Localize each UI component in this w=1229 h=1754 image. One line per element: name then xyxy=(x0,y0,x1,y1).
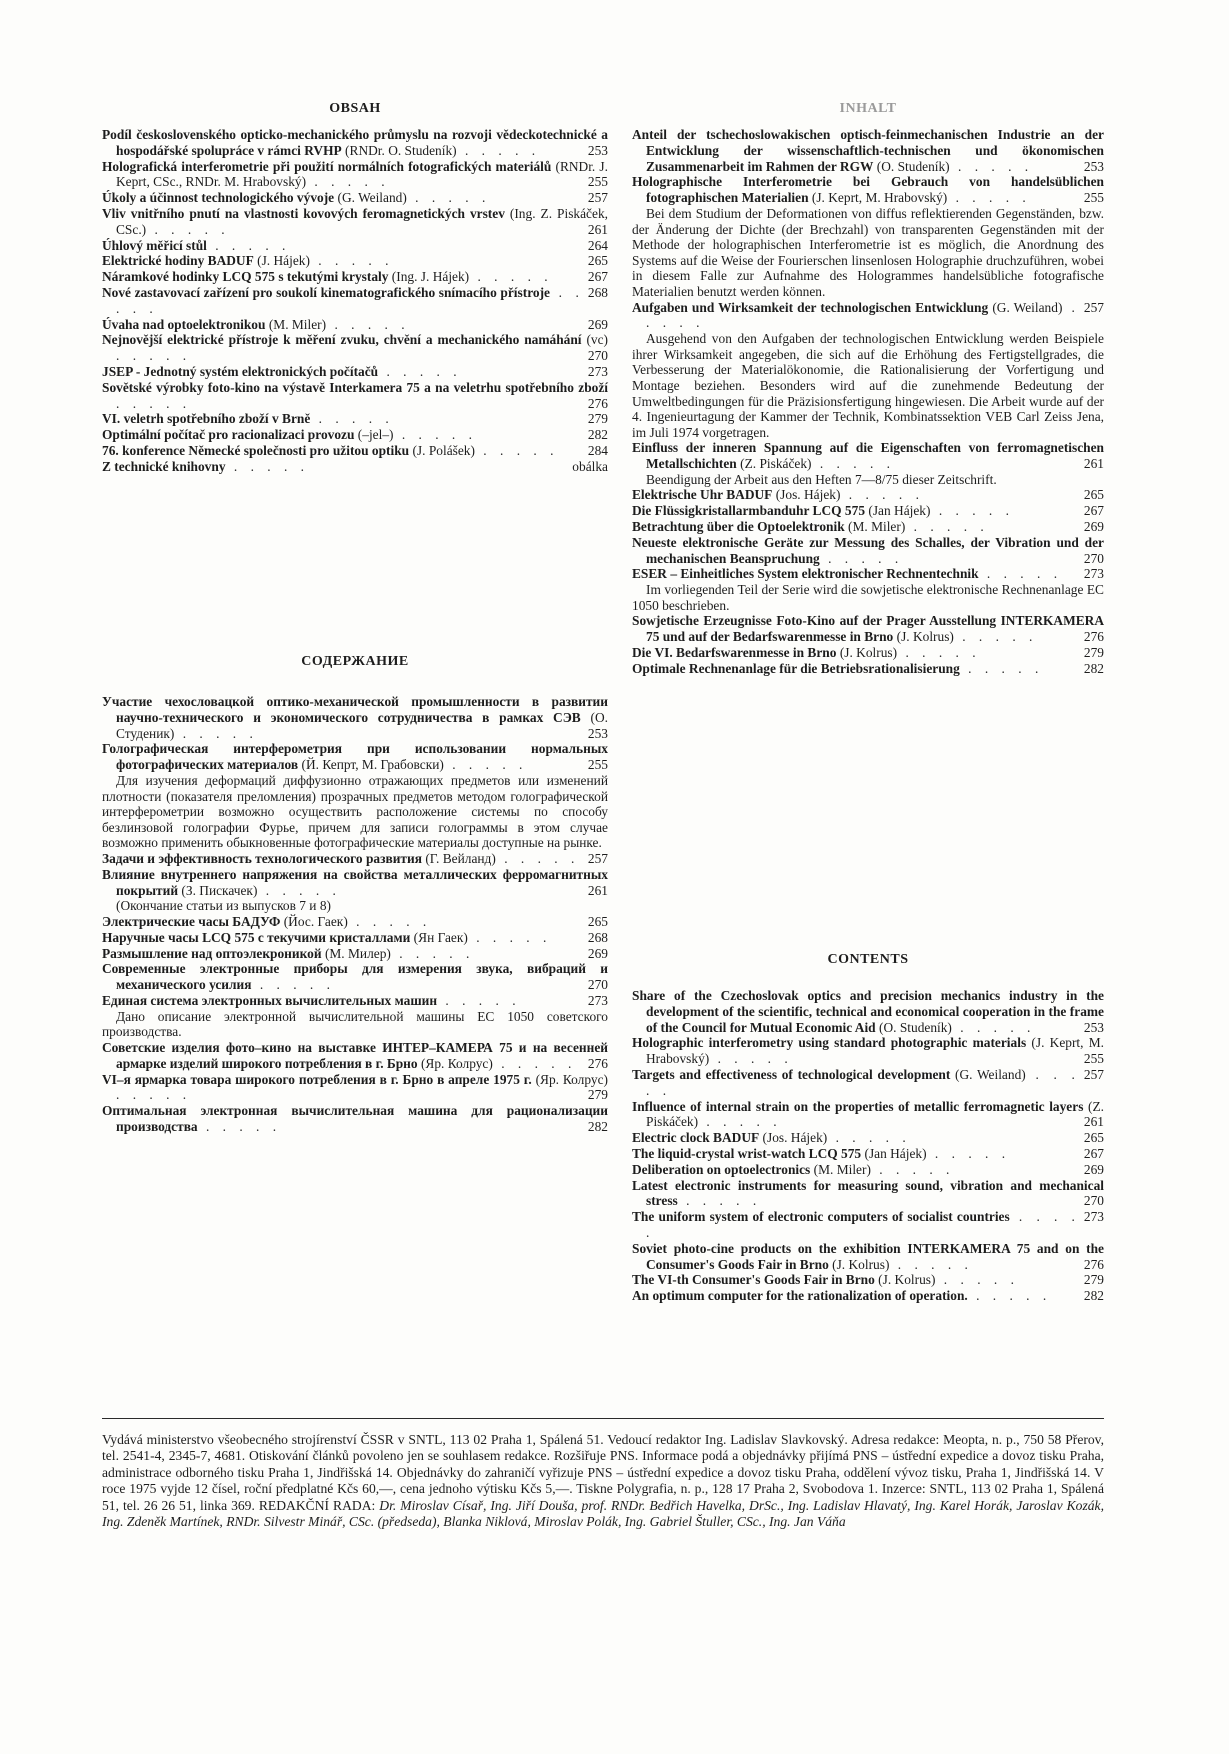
toc-entry-page: 261 xyxy=(1083,1114,1104,1130)
toc-entry-title: Наручные часы LCQ 575 с текучими кристаллами xyxy=(102,929,411,945)
toc-entry-title: Vliv vnitřního pnutí na vlastnosti kovových feromagnetických vrstev xyxy=(102,205,505,221)
toc-entry-page: 267 xyxy=(587,269,608,285)
toc-entry-page: 269 xyxy=(587,316,608,332)
toc-entry xyxy=(632,300,1104,332)
toc-entry-title: Голографическая интерферометрия при использовании нормальных фотографических материалов xyxy=(102,741,608,773)
toc-leader-dots: . . . . . xyxy=(116,1087,192,1103)
toc-entry-page: 255 xyxy=(1083,1051,1104,1067)
toc-entry xyxy=(102,867,608,899)
toc-leader-dots: . . . . . xyxy=(811,456,895,472)
toc-entry xyxy=(102,443,608,459)
toc-entry-page: 276 xyxy=(587,395,608,411)
inhalt-list xyxy=(632,127,1104,677)
toc-entry-page: 265 xyxy=(1083,1130,1104,1146)
toc-entry-title: The VI-th Consumer's Goods Fair in Brno xyxy=(632,1272,875,1288)
toc-entry-page: 265 xyxy=(1083,487,1104,503)
contents-list xyxy=(632,988,1104,1304)
toc-entry-page: 257 xyxy=(1083,1066,1104,1082)
toc-entry-page: 276 xyxy=(1083,629,1104,645)
toc-entry-author: (M. Miler) xyxy=(848,519,906,535)
toc-entry-author: (Ян Гаек) xyxy=(413,929,468,945)
toc-entry-page: 257 xyxy=(587,850,608,866)
toc-entry-abstract: Для изучения деформаций диффузионно отражающих предметов или изменений плотности (показателя преломления) прозрачных предметов методом голографической интерферометрии возможно осуществить расположение системы по способу безлинзовой голографии Фурье, причем для записи голограммы в этом случае возможно применить обыкновенные фотографические материалы доступные на рынке. xyxy=(102,772,608,851)
obsah-title: OBSAH xyxy=(329,101,381,116)
toc-leader-dots: . . . . . xyxy=(443,757,528,773)
toc-entry xyxy=(102,206,608,238)
toc-entry-page: 255 xyxy=(587,174,608,190)
toc-entry-abstract: Im vorliegenden Teil der Serie wird die sowjetische elektronische Rechnenanlage EC 1050 beschrieben. xyxy=(632,582,1104,613)
toc-leader-dots: . . . . . xyxy=(905,519,989,535)
toc-entry-author: (Йос. Гаек) xyxy=(283,913,348,929)
toc-entry-author: (M. Miler) xyxy=(268,316,327,332)
toc-entry-page: 255 xyxy=(587,757,608,773)
toc-leader-dots: . . . . . xyxy=(889,1256,973,1272)
toc-entry xyxy=(102,127,608,159)
toc-entry xyxy=(632,1067,1104,1099)
toc-entry xyxy=(102,459,608,475)
contents-title: CONTENTS xyxy=(827,952,909,967)
toc-entry xyxy=(632,1241,1104,1273)
toc-entry-author: (RNDr. O. Studeník) xyxy=(345,142,457,158)
toc-entry-page: 273 xyxy=(587,363,608,379)
toc-leader-dots: . . . . . xyxy=(709,1051,793,1067)
toc-leader-dots: . . . . . xyxy=(116,395,192,411)
toc-entry-title: Holografická interferometrie při použití normálních fotografických materiálů xyxy=(102,158,552,174)
toc-entry xyxy=(632,566,1104,582)
footer-divider xyxy=(102,1418,1104,1419)
toc-entry-page: obálka xyxy=(572,458,608,474)
toc-entry xyxy=(102,1103,608,1135)
toc-leader-dots: . . . . . xyxy=(646,1066,1080,1098)
toc-entry xyxy=(102,1072,608,1104)
toc-entry-author: (Jan Hájek) xyxy=(868,503,931,519)
toc-entry-author: (G. Weiland) xyxy=(337,190,407,206)
toc-leader-dots: . . . . . xyxy=(116,348,192,364)
toc-entry-page: 268 xyxy=(587,929,608,945)
toc-entry xyxy=(632,1178,1104,1210)
toc-entry-title: Neueste elektronische Geräte zur Messung des Schalles, der Vibration und der mechanischen Beanspruchung xyxy=(632,534,1104,566)
toc-entry-page: 276 xyxy=(1083,1256,1104,1272)
toc-leader-dots: . . . . . xyxy=(456,142,541,158)
toc-entry-author: (J. Keprt, M. Hrabovský) xyxy=(646,1035,1104,1067)
toc-entry-title: Размышление над оптоэлекроникой xyxy=(102,945,322,961)
toc-entry xyxy=(102,427,608,443)
toc-entry xyxy=(102,1040,608,1072)
toc-leader-dots: . . . . . xyxy=(935,1272,1019,1288)
toc-leader-dots: . . . . . xyxy=(677,1193,762,1209)
toc-entry-abstract: Дано описание электронной вычислительной машины ЕС 1050 советского производства. xyxy=(102,1008,608,1040)
toc-entry xyxy=(632,1035,1104,1067)
toc-entry-page: 279 xyxy=(587,411,608,427)
toc-entry xyxy=(632,1209,1104,1241)
toc-leader-dots: . . . . . xyxy=(967,1288,1052,1304)
toc-entry-title: Современные электронные приборы для измерения звука, вибраций и механического усилия xyxy=(102,961,608,993)
toc-leader-dots: . . . . . xyxy=(146,221,230,237)
toc-entry xyxy=(102,253,608,269)
toc-entry xyxy=(632,535,1104,567)
toc-entry-page: 261 xyxy=(1083,456,1104,472)
soderzhanie-list xyxy=(102,694,608,1135)
toc-entry xyxy=(632,127,1104,174)
toc-entry xyxy=(632,1162,1104,1178)
toc-entry xyxy=(102,930,608,946)
toc-entry xyxy=(102,380,608,412)
toc-entry-author: (Jan Hájek) xyxy=(864,1145,927,1161)
toc-entry-title: Советские изделия фото–кино на выставке ИНТЕР–КАМЕРА 75 и на весенней армарке изделий широкого потребления в г. Брно xyxy=(102,1039,608,1071)
toc-leader-dots: . . . . . xyxy=(306,174,390,190)
toc-entry-author: (Jos. Hájek) xyxy=(775,487,841,503)
toc-entry-author: (J. Kolrus) xyxy=(839,645,898,661)
toc-entry-title: Holographische Interferometrie bei Gebrauch von handelsüblichen fotographischen Materialien xyxy=(632,174,1104,206)
toc-entry-abstract: Ausgehend von den Aufgaben der technologischen Entwicklung werden Beispiele ihrer Wirksamkeit angegeben, die sich auf die Erhöhung des Fertigstellgrades, die Verbesserung der Materialökonomie, die Rationalisierung der Vorfertigung und Montage beziehen. Besonders wird auf die zunehmende Bedeutung der Umweltbedingungen für die Präzisionsfertigung hingewiesen. Die Arbeit wurde auf der 4. Ingenieurtagung der Kammer der Technik, Kombinatssektion VEB Carl Zeiss Jena, im Juli 1974 vorgetragen. xyxy=(632,331,1104,440)
toc-entry-author: (J. Kolrus) xyxy=(832,1256,890,1272)
toc-entry xyxy=(102,946,608,962)
toc-entry xyxy=(102,332,608,364)
toc-entry-title: Influence of internal strain on the properties of metallic ferromagnetic layers xyxy=(632,1098,1084,1114)
toc-entry-title: Elektrické hodiny BADUF xyxy=(102,253,254,269)
soderzhanie-title: СОДЕРЖАНИЕ xyxy=(301,654,409,669)
toc-entry-abstract: Bei dem Studium der Deformationen von diffus reflektierenden Gegenständen, bzw. der Änderung der Dichte (der Brechzahl) von transparenten Gegenständen mit der Methode der holographischen Interferometrie ist es möglich, die Anordnung des Systems auf die Weise der Fourierschen linsenlosen Holographie druchzuführen, wobei in diesem Falle zur Aufnahme des Hologrammes handelsübliche fotografische Materialien benutzt werden können. xyxy=(632,205,1104,299)
toc-entry-page: 273 xyxy=(1083,1209,1104,1225)
toc-leader-dots: . . . . . xyxy=(870,1161,955,1177)
toc-entry-page: 257 xyxy=(587,190,608,206)
editorial-board-label: REDAKČNÍ RADA: xyxy=(258,1497,376,1513)
toc-leader-dots: . . . . . xyxy=(174,725,258,741)
toc-entry-author: (Jos. Hájek) xyxy=(762,1130,828,1146)
toc-entry-title: Optimální počítač pro racionalizaci provozu xyxy=(102,427,355,443)
toc-entry xyxy=(102,285,608,317)
toc-entry-title: JSEP - Jednotný systém elektronických počítačů xyxy=(102,363,379,379)
toc-entry-page: 282 xyxy=(1083,1288,1104,1304)
toc-leader-dots: . . . . . xyxy=(646,1209,1080,1240)
toc-entry-author: (Z. Piskáček) xyxy=(740,456,812,472)
toc-entry-title: The uniform system of electronic computers of socialist countries xyxy=(632,1209,1010,1225)
toc-entry-title: Влияние внутреннего напряжения на свойства металлических ферромагнитных покрытий xyxy=(102,866,608,898)
imprint xyxy=(102,1432,1104,1530)
toc-entry-title: Die VI. Bedarfswarenmesse in Brno xyxy=(632,645,837,661)
toc-entry-page: 279 xyxy=(1083,645,1104,661)
toc-leader-dots: . . . . . xyxy=(347,913,432,929)
toc-entry xyxy=(102,851,608,867)
toc-entry-page: 282 xyxy=(587,427,608,443)
toc-entry-author: (O. Studeník) xyxy=(876,158,950,174)
toc-entry-author: (J. Keprt, M. Hrabovský) xyxy=(811,190,948,206)
toc-entry-page: 270 xyxy=(587,977,608,993)
toc-entry-title: Задачи и эффективность технологического развития xyxy=(102,850,422,866)
toc-entry-page: 255 xyxy=(1083,190,1104,206)
toc-leader-dots: . . . . . xyxy=(116,284,584,316)
toc-entry-page: 268 xyxy=(587,284,608,300)
toc-entry-title: Z technické knihovny xyxy=(102,458,226,474)
toc-leader-dots: . . . . . xyxy=(646,299,1080,331)
toc-entry-page: 270 xyxy=(1083,550,1104,566)
toc-leader-dots: . . . . . xyxy=(257,882,341,898)
toc-entry-title: Holographic interferometry using standard photographic materials xyxy=(632,1035,1027,1051)
toc-entry-author: (G. Weiland) xyxy=(992,299,1063,315)
toc-entry-author: (M. Miler) xyxy=(813,1161,871,1177)
toc-entry-title: Nové zastavovací zařízení pro soukolí kinematografického snímacího přístroje xyxy=(102,284,550,300)
toc-entry-title: An optimum computer for the rationalization of operation. xyxy=(632,1288,968,1304)
toc-leader-dots: . . . . . xyxy=(949,158,1034,174)
toc-entry-title: Targets and effectiveness of technological development xyxy=(632,1066,951,1082)
toc-entry-author: (Г. Вейланд) xyxy=(425,850,496,866)
toc-entry xyxy=(102,317,608,333)
toc-entry-page: 270 xyxy=(587,348,608,364)
toc-entry-author: (J. Kolrus) xyxy=(896,629,954,645)
toc-entry-title: Sowjetische Erzeugnisse Foto-Kino auf der Prager Ausstellung INTERKAMERA 75 und auf der Bedarfswarenmesse in Brno xyxy=(632,613,1104,645)
toc-entry-page: 261 xyxy=(587,882,608,898)
toc-entry xyxy=(632,988,1104,1035)
toc-leader-dots: . . . . . xyxy=(953,629,1038,645)
toc-entry-author: (Яр. Колрус) xyxy=(420,1055,493,1071)
toc-leader-dots: . . . . . xyxy=(326,316,410,332)
toc-entry xyxy=(632,519,1104,535)
toc-entry xyxy=(102,914,608,930)
toc-entry-title: Optimale Rechnenanlage für die Betriebsrationalisierung xyxy=(632,660,960,676)
toc-leader-dots: . . . . . xyxy=(827,1130,911,1146)
toc-entry-author: (Ing. J. Hájek) xyxy=(391,269,470,285)
toc-leader-dots: . . . . . xyxy=(197,1118,282,1134)
toc-entry-author: (J. Kolrus) xyxy=(878,1272,936,1288)
toc-entry xyxy=(102,269,608,285)
toc-entry xyxy=(632,645,1104,661)
toc-entry xyxy=(102,961,608,993)
toc-entry-title: Náramkové hodinky LCQ 575 s tekutými krystaly xyxy=(102,269,389,285)
toc-entry xyxy=(632,1288,1104,1304)
toc-leader-dots: . . . . . xyxy=(951,1019,1036,1035)
toc-entry-page: 269 xyxy=(1083,1161,1104,1177)
toc-leader-dots: . . . . . xyxy=(819,550,904,566)
toc-entry-page: 284 xyxy=(587,442,608,458)
toc-leader-dots: . . . . . xyxy=(206,237,291,253)
toc-entry-page: 253 xyxy=(1083,158,1104,174)
toc-entry xyxy=(632,1272,1104,1288)
toc-entry xyxy=(632,1146,1104,1162)
toc-leader-dots: . . . . . xyxy=(469,269,553,285)
toc-entry-page: 257 xyxy=(1083,299,1104,315)
toc-entry xyxy=(102,364,608,380)
toc-entry-page: 261 xyxy=(587,221,608,237)
toc-entry-title: Anteil der tschechoslowakischen optisch-feinmechanischen Industrie an der Entwicklung der wissenschaftlich-technischen und ökonomischen Zusammenarbeit im Rahmen der RGW xyxy=(632,127,1104,174)
toc-entry xyxy=(632,613,1104,645)
toc-entry-author: (O. Studeník) xyxy=(879,1019,952,1035)
toc-leader-dots: . . . . . xyxy=(930,503,1014,519)
toc-leader-dots: . . . . . xyxy=(698,1114,782,1130)
toc-entry-author: (RNDr. J. Keprt, CSc., RNDr. M. Hrabovský) xyxy=(116,158,608,190)
toc-entry-page: 269 xyxy=(1083,519,1104,535)
toc-leader-dots: . . . . . xyxy=(467,929,552,945)
toc-entry-page: 282 xyxy=(1083,660,1104,676)
toc-leader-dots: . . . . . xyxy=(406,190,491,206)
toc-leader-dots: . . . . . xyxy=(492,1055,577,1071)
toc-entry-abstract: Beendigung der Arbeit aus den Heften 7—8/75 dieser Zeitschrift. xyxy=(646,471,997,487)
toc-entry-page: 267 xyxy=(1083,503,1104,519)
toc-entry-page: 267 xyxy=(1083,1145,1104,1161)
toc-entry-author: (J. Hájek) xyxy=(257,253,310,269)
toc-entry-page: 265 xyxy=(587,913,608,929)
toc-entry-author: (Яр. Колрус) xyxy=(535,1071,608,1087)
toc-entry-author: (З. Пискачек) xyxy=(181,882,258,898)
toc-entry-title: VI. veletrh spotřebního zboží v Brně xyxy=(102,411,311,427)
toc-leader-dots: . . . . . xyxy=(897,645,981,661)
toc-entry-page: 276 xyxy=(587,1055,608,1071)
imprint-text: Vydává ministerstvo všeobecného strojírenství ČSSR v SNTL, 113 02 Praha 1, Spálená 51. Vedoucí redaktor Ing. Ladislav Slavkovský. Adresa redakce: Meopta, n. p., 750 58 Přerov, tel. 2541-4, 2345-7, 4681. Otiskování článků povoleno jen se souhlasem redakce. Rozšiřuje PNS. Informace podá a objednávky přijímá PNS – ústřední expedice a dovoz tisku Praha, administrace odborného tisku Praha 1, Jindřišská 14. Objednávky do zahraničí vyřizuje PNS – ústřední expedice a dovoz tisku Praha, oddělení vývoz tisku, Praha 1, Jindřišská 14. V roce 1975 vyjde 12 čísel, roční předplatné Kčs 60,—, cena jednoho výtisku Kčs 5,—. Tiskne Polygrafia, n. p., 128 17 Praha 2, Svobodova 1. Inzerce: SNTL, 113 02 Praha 1, Spálená 51, tel. 26 26 51, linka 369. xyxy=(102,1432,1104,1513)
toc-entry xyxy=(632,487,1104,503)
toc-entry-title: Podíl československého opticko-mechanického průmyslu na rozvoji vědeckotechnické a hospodářské spolupráce v rámci RVHP xyxy=(102,127,608,158)
toc-entry-author: (vc) xyxy=(586,332,608,348)
toc-entry-title: Share of the Czechoslovak optics and precision mechanics industry in the development of the scientific, technical and economical cooperation in the frame of the Council for Mutual Economic Aid xyxy=(632,988,1104,1035)
toc-entry-author: (О. Студеник) xyxy=(116,709,608,741)
toc-entry-abstract: (Окончание статьи из выпусков 7 и 8) xyxy=(116,898,331,914)
toc-entry-page: 269 xyxy=(587,945,608,961)
toc-entry-title: Deliberation on optoelectronics xyxy=(632,1161,811,1177)
toc-entry xyxy=(632,174,1104,206)
toc-leader-dots: . . . . . xyxy=(474,442,559,458)
toc-entry-author: (J. Polášek) xyxy=(412,442,475,458)
toc-entry-title: Оптимальная электронная вычислительная машина для рационализации производства xyxy=(102,1103,608,1134)
toc-entry xyxy=(102,411,608,427)
toc-entry-title: Betrachtung über die Optoelektronik xyxy=(632,519,845,535)
toc-entry-title: Latest electronic instruments for measuring sound, vibration and mechanical stress xyxy=(632,1177,1104,1209)
toc-entry-title: 76. konference Německé společnosti pro užitou optiku xyxy=(102,442,410,458)
toc-entry xyxy=(102,694,608,741)
toc-entry-page: 265 xyxy=(587,253,608,269)
toc-entry-page: 253 xyxy=(587,142,608,158)
toc-entry-title: Единая система электронных вычислительных машин xyxy=(102,992,438,1008)
toc-leader-dots: . . . . . xyxy=(225,458,310,474)
toc-leader-dots: . . . . . xyxy=(310,411,394,427)
toc-entry-title: ESER – Einheitliches System elektronischer Rechnentechnik xyxy=(632,566,979,582)
toc-entry-title: Sovětské výrobky foto-kino na výstavě Interkamera 75 a na veletrhu spotřebního zboží xyxy=(102,379,608,395)
toc-leader-dots: . . . . . xyxy=(390,945,475,961)
toc-entry-title: Úkoly a účinnost technologického vývoje xyxy=(102,190,335,206)
toc-entry-title: Aufgaben und Wirksamkeit der technologischen Entwicklung xyxy=(632,299,989,315)
toc-leader-dots: . . . . . xyxy=(978,566,1063,582)
toc-entry-title: Участие чехословацкой оптико-механической промышленности в развитии научно-технического и экономического сотрудничества в рамках СЭВ xyxy=(102,694,608,725)
toc-entry-title: Nejnovější elektrické přístroje k měření zvuku, chvění a mechanického namáhání xyxy=(102,332,582,348)
toc-leader-dots: . . . . . xyxy=(947,190,1031,206)
toc-entry-title: Electric clock BADUF xyxy=(632,1130,760,1146)
toc-leader-dots: . . . . . xyxy=(378,363,462,379)
toc-entry-title: Úhlový měřicí stůl xyxy=(102,237,207,253)
toc-leader-dots: . . . . . xyxy=(926,1145,1011,1161)
toc-entry xyxy=(102,190,608,206)
toc-entry-author: (Й. Кепрт, М. Грабовски) xyxy=(301,757,444,773)
toc-entry-page: 253 xyxy=(587,725,608,741)
toc-entry-title: Die Flüssigkristallarmbanduhr LCQ 575 xyxy=(632,503,866,519)
toc-leader-dots: . . . . . xyxy=(959,660,1044,676)
toc-entry xyxy=(632,440,1104,472)
toc-entry xyxy=(102,741,608,773)
toc-entry-title: Elektrische Uhr BADUF xyxy=(632,487,773,503)
toc-entry-author: (Z. Piskáček) xyxy=(646,1098,1104,1130)
toc-entry-page: 282 xyxy=(587,1118,608,1134)
toc-entry xyxy=(102,159,608,191)
toc-leader-dots: . . . . . xyxy=(495,850,580,866)
toc-entry xyxy=(102,238,608,254)
toc-leader-dots: . . . . . xyxy=(437,992,521,1008)
toc-leader-dots: . . . . . xyxy=(393,427,477,443)
toc-entry-author: (Ing. Z. Piskáček, CSc.) xyxy=(116,205,608,237)
toc-entry-page: 279 xyxy=(587,1087,608,1103)
toc-entry-page: 253 xyxy=(1083,1019,1104,1035)
toc-entry-page: 270 xyxy=(1083,1193,1104,1209)
toc-entry xyxy=(632,1099,1104,1131)
toc-entry-author: (G. Weiland) xyxy=(955,1066,1026,1082)
toc-entry xyxy=(632,1130,1104,1146)
toc-leader-dots: . . . . . xyxy=(309,253,394,269)
toc-entry-title: Einfluss der inneren Spannung auf die Eigenschaften von ferromagnetischen Metallschichten xyxy=(632,440,1104,472)
toc-entry-title: Úvaha nad optoelektronikou xyxy=(102,316,266,332)
toc-entry-title: Электрические часы БАДУФ xyxy=(102,913,281,929)
inhalt-title: INHALT xyxy=(839,101,897,116)
toc-entry-page: 279 xyxy=(1083,1272,1104,1288)
toc-entry-author: (–jel–) xyxy=(357,427,394,443)
toc-entry-page: 264 xyxy=(587,237,608,253)
toc-entry xyxy=(632,661,1104,677)
toc-entry-title: VI–я ярмарка товара широкого потребления в г. Брно в апреле 1975 г. xyxy=(102,1071,532,1087)
toc-entry-title: The liquid-crystal wrist-watch LCQ 575 xyxy=(632,1145,862,1161)
toc-entry-author: (М. Милер) xyxy=(324,945,391,961)
editorial-board-members: Dr. Miroslav Císař, Ing. Jiří Douša, prof. RNDr. Bedřich Havelka, DrSc., Ing. Ladislav Hlavatý, Ing. Karel Horák, Jaroslav Kozák, Ing. Zdeněk Martínek, RNDr. Silvestr Minář, CSc. (předseda), Blanka Niklová, Miroslav Polák, Ing. Gabriel Štuller, CSc., Ing. Jan Váňa xyxy=(102,1497,1104,1530)
toc-entry xyxy=(102,993,608,1009)
toc-entry xyxy=(632,503,1104,519)
toc-entry-page: 273 xyxy=(587,992,608,1008)
toc-entry-title: Soviet photo-cine products on the exhibition INTERKAMERA 75 and on the Consumer's Goods Fair in Brno xyxy=(632,1240,1104,1272)
toc-leader-dots: . . . . . xyxy=(251,977,335,993)
toc-leader-dots: . . . . . xyxy=(840,487,924,503)
toc-entry-page: 273 xyxy=(1083,566,1104,582)
obsah-list xyxy=(102,127,608,475)
